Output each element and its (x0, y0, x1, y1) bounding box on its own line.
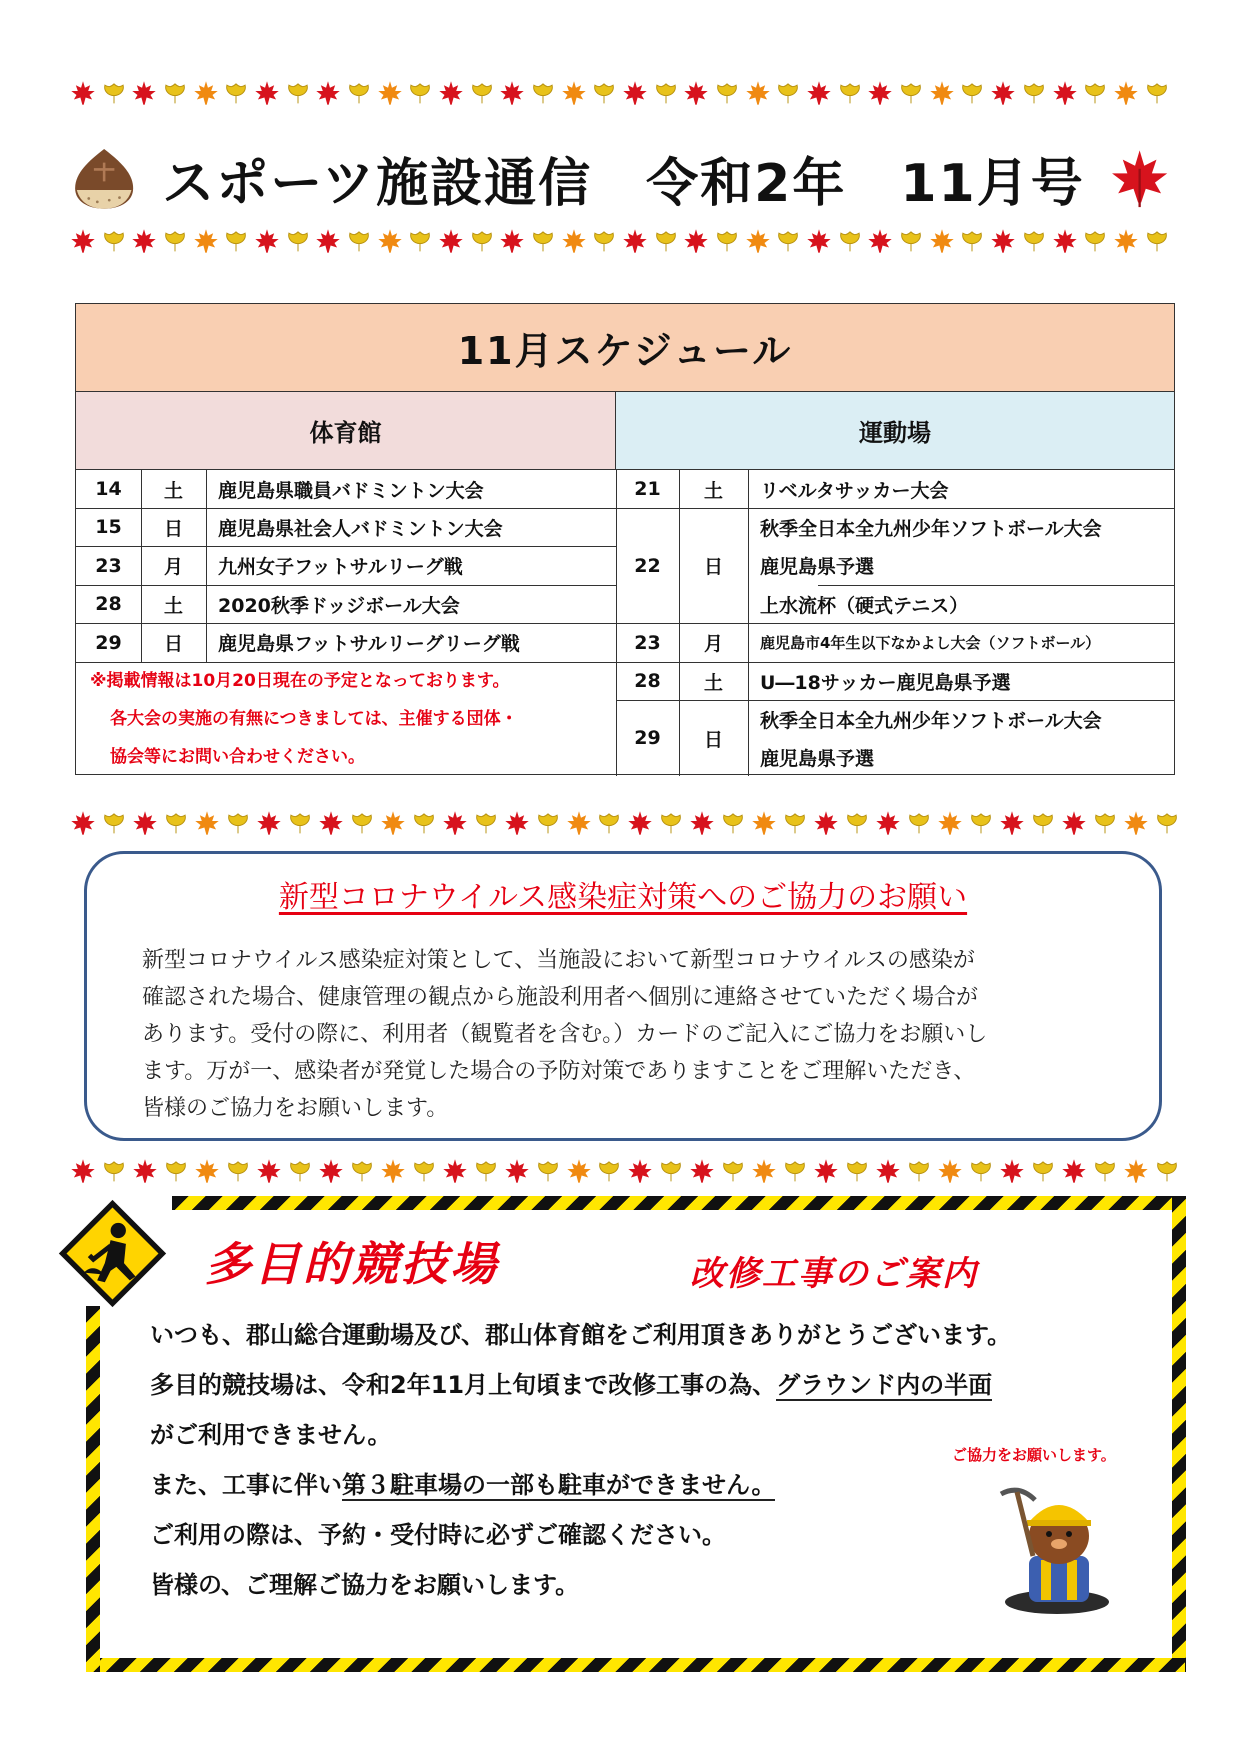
maple-leaf-icon (566, 810, 592, 836)
covid-line: あります。受付の際に、利用者（観覧者を含む。）カードのご記入にご協力をお願いし (142, 1022, 988, 1047)
covid-notice-box (84, 851, 1162, 1141)
maple-leaf-icon (70, 228, 96, 254)
table-row-day: 29 (95, 631, 122, 654)
covid-line: 皆様のご協力をお願いします。 (142, 1096, 449, 1121)
ginkgo-leaf-icon (1092, 1158, 1118, 1184)
maple-leaf-icon (504, 810, 530, 836)
table-row-event: 鹿児島県予選 (760, 556, 875, 578)
ginkgo-leaf-icon (720, 1158, 746, 1184)
maple-leaf-icon (751, 810, 777, 836)
ginkgo-leaf-icon (469, 228, 495, 254)
table-row-weekday: 日 (163, 517, 183, 540)
gym-column-header: 体育館 (76, 392, 616, 470)
maple-leaf-icon (1061, 1158, 1087, 1184)
leaf-border-top (70, 78, 1170, 108)
covid-line: ます。万が一、感染者が発覚した場合の予防対策でありますことをご理解いただき、 (142, 1059, 976, 1084)
covid-line: 確認された場合、健康管理の観点から施設利用者へ個別に連絡させていただく場合が (142, 985, 979, 1010)
maple-leaf-icon (806, 80, 832, 106)
construction-sign-icon (55, 1196, 170, 1311)
construction-title: 多目的競技場 (205, 1237, 499, 1291)
maple-leaf-icon (627, 1158, 653, 1184)
ginkgo-leaf-icon (225, 1158, 251, 1184)
ginkgo-leaf-icon (101, 1158, 127, 1184)
ginkgo-leaf-icon (591, 80, 617, 106)
ginkgo-leaf-icon (223, 228, 249, 254)
ginkgo-leaf-icon (473, 810, 499, 836)
note-line: ※掲載情報は10月20日現在の予定となっております。 (90, 671, 510, 691)
ginkgo-leaf-icon (1154, 1158, 1180, 1184)
maple-leaf-icon (194, 810, 220, 836)
ginkgo-leaf-icon (906, 1158, 932, 1184)
table-row-day: 28 (634, 670, 661, 692)
table-row-event: 秋季全日本全九州少年ソフトボール大会 (760, 709, 1102, 732)
ginkgo-leaf-icon (782, 810, 808, 836)
maple-leaf-icon (1052, 80, 1078, 106)
ginkgo-leaf-icon (1154, 810, 1180, 836)
ginkgo-leaf-icon (287, 1158, 313, 1184)
table-row-weekday: 日 (703, 556, 723, 578)
maple-leaf-icon (377, 80, 403, 106)
table-row-weekday: 月 (163, 556, 183, 578)
maple-leaf-icon (561, 80, 587, 106)
body-line: 多目的競技場は、令和2年11月上旬頃まで改修工事の為、グラウンド内の半面 (150, 1371, 993, 1399)
maple-leaf-icon (813, 1158, 839, 1184)
ginkgo-leaf-icon (968, 810, 994, 836)
maple-leaf-icon (377, 228, 403, 254)
ginkgo-leaf-icon (530, 80, 556, 106)
leaf-border-middle (70, 808, 1180, 838)
ginkgo-leaf-icon (844, 1158, 870, 1184)
table-row-weekday: 土 (703, 479, 723, 502)
page-title: スポーツ施設通信 令和2年 11月号 (162, 153, 1085, 214)
maple-leaf-icon (566, 1158, 592, 1184)
table-row-event: 2020秋季ドッジボール大会 (218, 594, 460, 617)
ginkgo-leaf-icon (411, 1158, 437, 1184)
ginkgo-leaf-icon (898, 228, 924, 254)
ginkgo-leaf-icon (1144, 228, 1170, 254)
table-row-weekday: 日 (163, 633, 183, 655)
ginkgo-leaf-icon (653, 80, 679, 106)
maple-leaf-icon (132, 810, 158, 836)
table-row-day: 28 (95, 593, 122, 615)
maple-leaf-icon (867, 228, 893, 254)
body-line: いつも、郡山総合運動場及び、郡山体育館をご利用頂きありがとうございます。 (150, 1321, 1012, 1349)
table-row-event: U―18サッカー鹿児島県予選 (760, 671, 1011, 694)
maple-leaf-icon (1109, 143, 1170, 213)
maple-leaf-icon (745, 228, 771, 254)
maple-leaf-icon (131, 228, 157, 254)
maple-leaf-icon (193, 80, 219, 106)
maple-leaf-icon (929, 80, 955, 106)
table-row-weekday: 土 (703, 671, 723, 694)
ginkgo-leaf-icon (1144, 80, 1170, 106)
ginkgo-leaf-icon (596, 1158, 622, 1184)
ginkgo-leaf-icon (349, 1158, 375, 1184)
maple-leaf-icon (990, 80, 1016, 106)
ginkgo-leaf-icon (658, 810, 684, 836)
maple-leaf-icon (256, 810, 282, 836)
leaf-border-title-bottom (70, 226, 1170, 256)
construction-subtitle: 改修工事のご案内 (690, 1254, 978, 1294)
table-row-day: 23 (95, 554, 122, 577)
ginkgo-leaf-icon (837, 228, 863, 254)
ginkgo-leaf-icon (714, 228, 740, 254)
chestnut-icon (70, 139, 138, 217)
maple-leaf-icon (442, 810, 468, 836)
table-row-event: 九州女子フットサルリーグ戦 (218, 556, 463, 578)
ginkgo-leaf-icon (469, 80, 495, 106)
maple-leaf-icon (875, 1158, 901, 1184)
maple-leaf-icon (380, 810, 406, 836)
schedule-title: 11月スケジュール (76, 304, 1174, 392)
ginkgo-leaf-icon (101, 810, 127, 836)
ginkgo-leaf-icon (346, 228, 372, 254)
ginkgo-leaf-icon (285, 228, 311, 254)
table-row-event: 鹿児島県予選 (760, 747, 875, 770)
ginkgo-leaf-icon (225, 810, 251, 836)
ginkgo-leaf-icon (473, 1158, 499, 1184)
maple-leaf-icon (745, 80, 771, 106)
ginkgo-leaf-icon (844, 810, 870, 836)
maple-leaf-icon (806, 228, 832, 254)
ginkgo-leaf-icon (658, 1158, 684, 1184)
maple-leaf-icon (999, 1158, 1025, 1184)
table-row-weekday: 土 (163, 479, 183, 502)
table-row-day: 22 (634, 554, 661, 577)
ginkgo-leaf-icon (1082, 80, 1108, 106)
maple-leaf-icon (438, 80, 464, 106)
ginkgo-leaf-icon (1030, 1158, 1056, 1184)
maple-leaf-icon (937, 810, 963, 836)
ginkgo-leaf-icon (530, 228, 556, 254)
maple-leaf-icon (751, 1158, 777, 1184)
maple-leaf-icon (70, 80, 96, 106)
underlined-text: 第３駐車場の一部も駐車ができません。 (342, 1471, 776, 1499)
covid-line: 新型コロナウイルス感染症対策として、当施設において新型コロナウイルスの感染が (142, 948, 975, 973)
ginkgo-leaf-icon (1092, 810, 1118, 836)
body-line: 皆様の、ご理解ご協力をお願いします。 (150, 1571, 580, 1599)
schedule-note (76, 662, 616, 776)
maple-leaf-icon (499, 80, 525, 106)
ginkgo-leaf-icon (1030, 810, 1056, 836)
maple-leaf-icon (499, 228, 525, 254)
maple-leaf-icon (1061, 810, 1087, 836)
maple-leaf-icon (875, 810, 901, 836)
maple-leaf-icon (256, 1158, 282, 1184)
maple-leaf-icon (813, 810, 839, 836)
maple-leaf-icon (254, 228, 280, 254)
ginkgo-leaf-icon (349, 810, 375, 836)
ginkgo-leaf-icon (346, 80, 372, 106)
note-line: 協会等にお問い合わせください。 (110, 747, 365, 767)
ginkgo-leaf-icon (714, 80, 740, 106)
maple-leaf-icon (622, 80, 648, 106)
table-row-event: 鹿児島市4年生以下なかよし大会（ソフトボール） (760, 634, 1101, 652)
ginkgo-leaf-icon (407, 80, 433, 106)
ginkgo-leaf-icon (285, 80, 311, 106)
covid-notice-title: 新型コロナウイルス感染症対策へのご協力のお願い (278, 880, 968, 915)
maple-leaf-icon (1113, 228, 1139, 254)
maple-leaf-icon (683, 80, 709, 106)
ginkgo-leaf-icon (101, 80, 127, 106)
maple-leaf-icon (132, 1158, 158, 1184)
ginkgo-leaf-icon (968, 1158, 994, 1184)
maple-leaf-icon (315, 80, 341, 106)
maple-leaf-icon (1123, 810, 1149, 836)
table-row-day: 14 (95, 478, 122, 500)
ginkgo-leaf-icon (535, 810, 561, 836)
ginkgo-leaf-icon (101, 228, 127, 254)
maple-leaf-icon (504, 1158, 530, 1184)
ginkgo-leaf-icon (906, 810, 932, 836)
maple-leaf-icon (194, 1158, 220, 1184)
body-line: また、工事に伴い第３駐車場の一部も駐車ができません。 (150, 1471, 776, 1499)
ginkgo-leaf-icon (1082, 228, 1108, 254)
cooperation-note: ご協力をお願いします。 (952, 1446, 1116, 1464)
maple-leaf-icon (315, 228, 341, 254)
ginkgo-leaf-icon (163, 1158, 189, 1184)
ginkgo-leaf-icon (775, 228, 801, 254)
maple-leaf-icon (131, 80, 157, 106)
maple-leaf-icon (70, 810, 96, 836)
maple-leaf-icon (999, 810, 1025, 836)
ginkgo-leaf-icon (596, 810, 622, 836)
ginkgo-leaf-icon (163, 810, 189, 836)
note-line: 各大会の実施の有無につきましては、主催する団体・ (110, 709, 518, 729)
table-row-day: 15 (95, 516, 122, 538)
table-row-event: 秋季全日本全九州少年ソフトボール大会 (760, 517, 1102, 540)
maple-leaf-icon (929, 228, 955, 254)
maple-leaf-icon (1052, 228, 1078, 254)
maple-leaf-icon (193, 228, 219, 254)
ginkgo-leaf-icon (162, 80, 188, 106)
maple-leaf-icon (689, 810, 715, 836)
maple-leaf-icon (561, 228, 587, 254)
maple-leaf-icon (683, 228, 709, 254)
ginkgo-leaf-icon (1021, 80, 1047, 106)
maple-leaf-icon (442, 1158, 468, 1184)
covid-notice-body (142, 942, 1142, 1127)
maple-leaf-icon (254, 80, 280, 106)
maple-leaf-icon (1123, 1158, 1149, 1184)
ginkgo-leaf-icon (775, 80, 801, 106)
maple-leaf-icon (627, 810, 653, 836)
table-row-weekday: 土 (163, 594, 183, 617)
table-row-event: リベルタサッカー大会 (760, 479, 949, 502)
table-row-event: 上水流杯（硬式テニス） (760, 594, 969, 617)
maple-leaf-icon (380, 1158, 406, 1184)
maple-leaf-icon (622, 228, 648, 254)
leaf-border-lower (70, 1156, 1180, 1186)
table-row-event: 鹿児島県職員バドミントン大会 (218, 479, 484, 502)
ginkgo-leaf-icon (411, 810, 437, 836)
maple-leaf-icon (937, 1158, 963, 1184)
ginkgo-leaf-icon (535, 1158, 561, 1184)
maple-leaf-icon (990, 228, 1016, 254)
mole-worker-icon (985, 1478, 1125, 1618)
ginkgo-leaf-icon (898, 80, 924, 106)
ginkgo-leaf-icon (591, 228, 617, 254)
table-row-event: 鹿児島県フットサルリーグリーグ戦 (218, 633, 520, 655)
table-row-weekday: 日 (703, 728, 723, 751)
ginkgo-leaf-icon (287, 810, 313, 836)
ginkgo-leaf-icon (223, 80, 249, 106)
maple-leaf-icon (867, 80, 893, 106)
maple-leaf-icon (318, 1158, 344, 1184)
maple-leaf-icon (1113, 80, 1139, 106)
table-row-weekday: 月 (703, 633, 723, 655)
schedule-table (75, 303, 1175, 775)
ginkgo-leaf-icon (653, 228, 679, 254)
ginkgo-leaf-icon (720, 810, 746, 836)
newsletter-header (70, 128, 1170, 228)
ginkgo-leaf-icon (162, 228, 188, 254)
body-line: ご利用の際は、予約・受付時に必ずご確認ください。 (150, 1521, 726, 1549)
ginkgo-leaf-icon (782, 1158, 808, 1184)
table-row-day: 23 (634, 631, 661, 654)
maple-leaf-icon (318, 810, 344, 836)
ginkgo-leaf-icon (837, 80, 863, 106)
ginkgo-leaf-icon (959, 228, 985, 254)
field-column-header: 運動場 (616, 392, 1174, 470)
ginkgo-leaf-icon (1021, 228, 1047, 254)
table-row-event: 鹿児島県社会人バドミントン大会 (218, 517, 503, 540)
ginkgo-leaf-icon (407, 228, 433, 254)
maple-leaf-icon (438, 228, 464, 254)
table-row-day: 21 (634, 478, 661, 500)
maple-leaf-icon (689, 1158, 715, 1184)
maple-leaf-icon (70, 1158, 96, 1184)
body-line: がご利用できません。 (150, 1421, 392, 1449)
ginkgo-leaf-icon (959, 80, 985, 106)
table-row-day: 29 (634, 727, 661, 749)
underlined-text: グラウンド内の半面 (776, 1371, 993, 1399)
